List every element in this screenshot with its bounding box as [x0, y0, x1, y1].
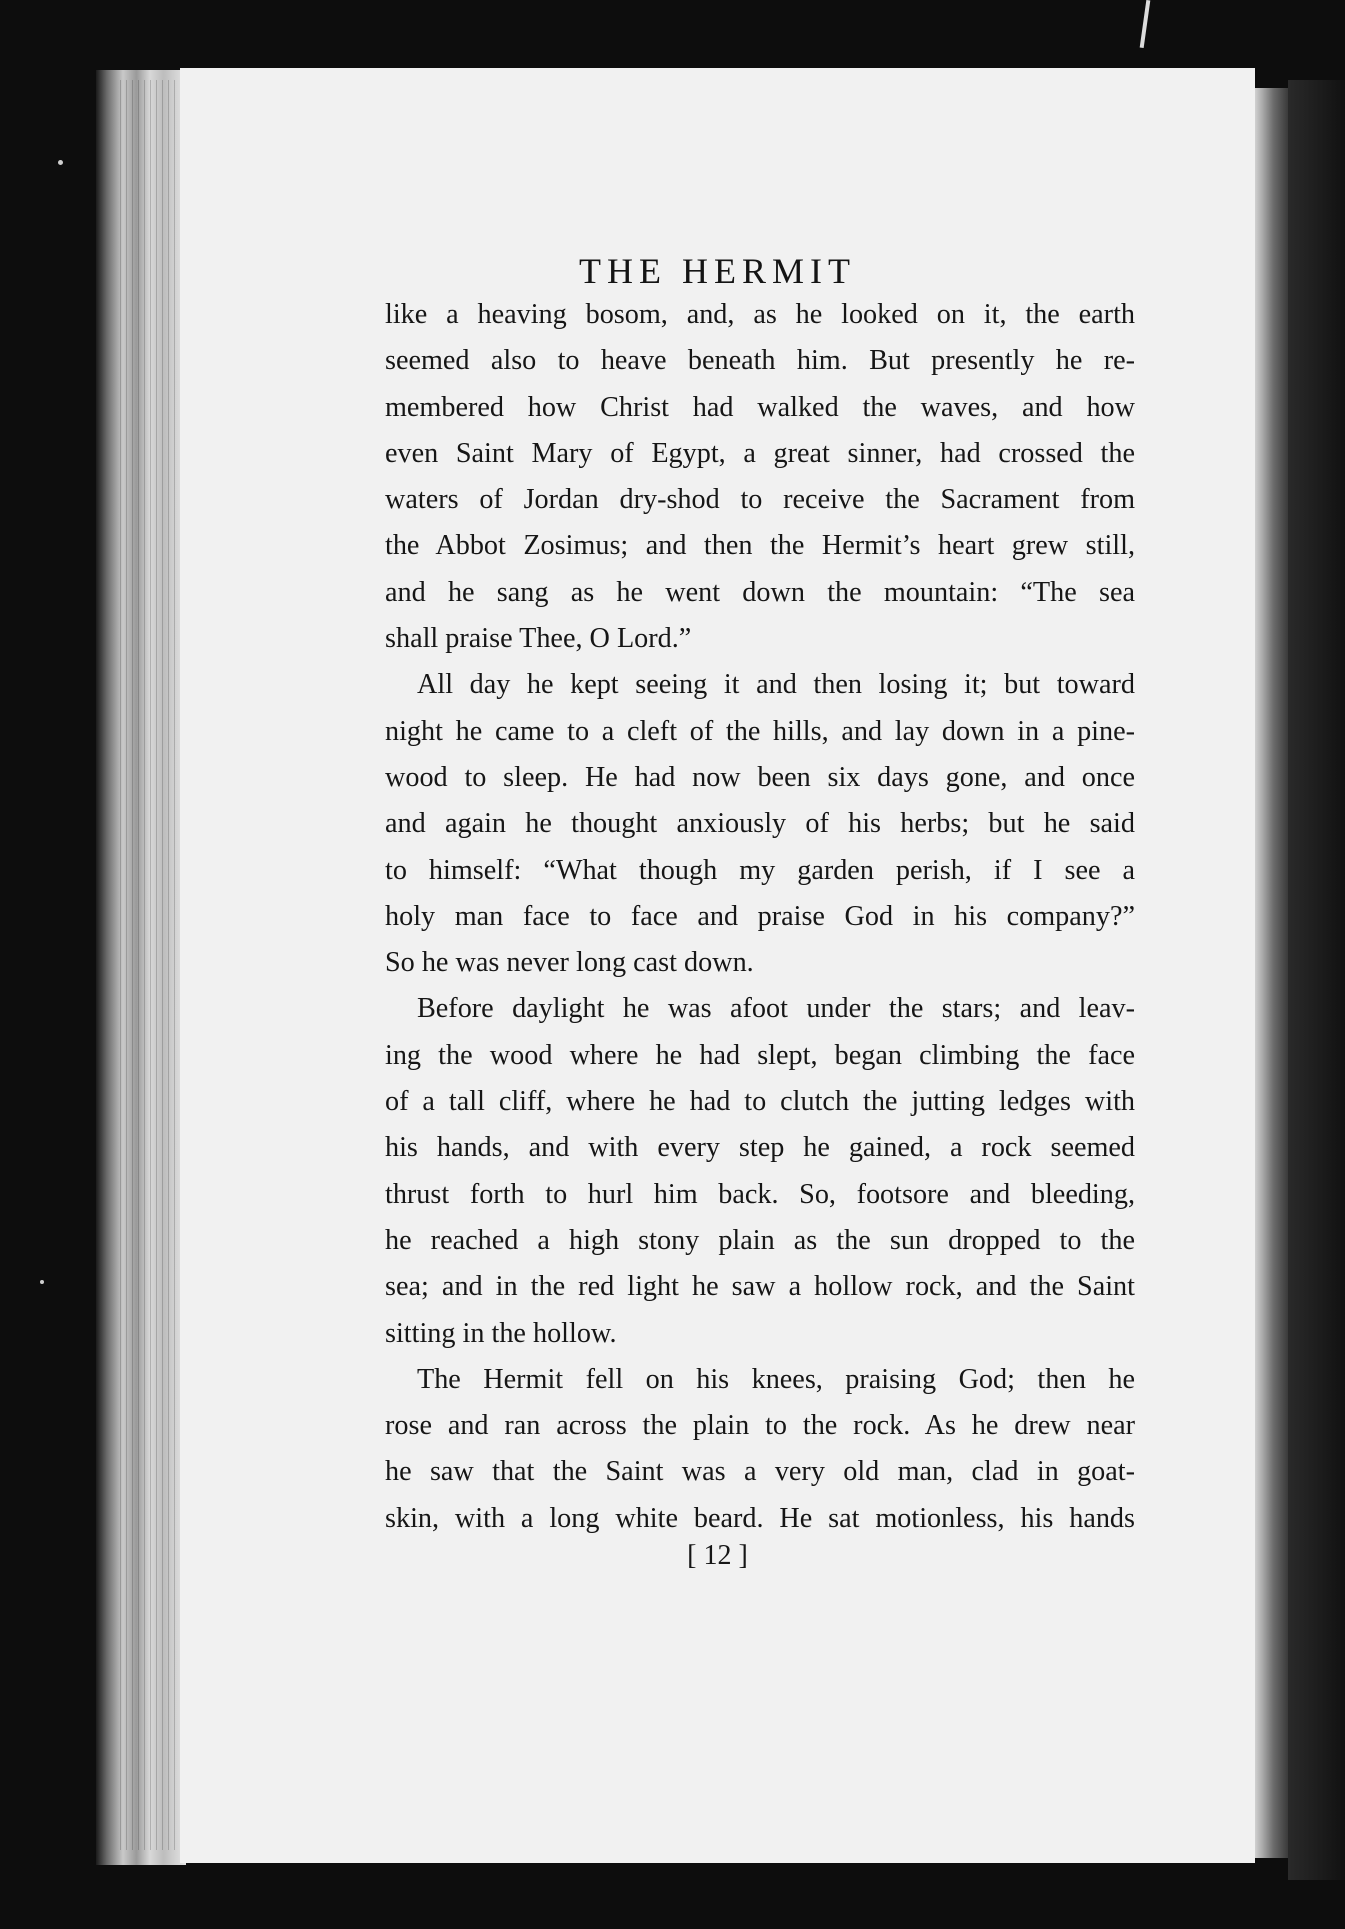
text-line: Before daylight he was afoot under the stars; and leav- — [417, 993, 1135, 1025]
text-line: So he was never long cast down. — [385, 947, 754, 979]
text-line: membered how Christ had walked the waves, and how — [385, 391, 1135, 423]
text-line: sitting in the hollow. — [385, 1317, 617, 1349]
scan-artifact — [1140, 0, 1151, 48]
text-line: and he sang as he went down the mountain: “The sea — [385, 576, 1135, 608]
page-number: [ 12 ] — [687, 1540, 748, 1571]
text-line: he saw that the Saint was a very old man, clad in goat- — [385, 1456, 1135, 1488]
text-line: All day he kept seeing it and then losing it; but toward — [417, 669, 1135, 701]
text-line: waters of Jordan dry-shod to receive the Sacrament from — [385, 484, 1135, 516]
text-line: of a tall cliff, where he had to clutch the jutting ledges with — [385, 1086, 1135, 1118]
text-line: shall praise Thee, O Lord.” — [385, 623, 692, 655]
text-line: The Hermit fell on his knees, praising God; then he — [417, 1363, 1135, 1395]
text-line: his hands, and with every step he gained, a rock seemed — [385, 1132, 1135, 1164]
text-line: even Saint Mary of Egypt, a great sinner, had crossed the — [385, 437, 1135, 469]
dust-speck — [58, 160, 63, 165]
running-head: THE HERMIT — [579, 251, 856, 291]
book-page — [180, 68, 1255, 1863]
text-line: seemed also to heave beneath him. But presently he re- — [385, 345, 1135, 377]
text-line: wood to sleep. He had now been six days gone, and once — [385, 761, 1135, 793]
text-line: like a heaving bosom, and, as he looked on it, the earth — [385, 299, 1135, 330]
text-line: holy man face to face and praise God in his company?” — [385, 900, 1135, 932]
dust-speck — [40, 1280, 44, 1284]
text-line: the Abbot Zosimus; and then the Hermit’s heart grew still, — [385, 530, 1135, 562]
text-line: night he came to a cleft of the hills, and lay down in a pine- — [385, 715, 1135, 747]
text-line: ing the wood where he had slept, began climbing the face — [385, 1039, 1135, 1071]
text-line: rose and ran across the plain to the rock. As he drew near — [385, 1410, 1135, 1442]
page-stack-left — [120, 80, 175, 1850]
text-line: thrust forth to hurl him back. So, footsore and bleeding, — [385, 1178, 1135, 1210]
text-line: sea; and in the red light he saw a hollow rock, and the Saint — [385, 1271, 1135, 1303]
body-text — [385, 292, 1135, 1542]
text-line: skin, with a long white beard. He sat motionless, his hands — [385, 1502, 1135, 1534]
text-line: to himself: “What though my garden perish, if I see a — [385, 854, 1135, 886]
book-cover-right — [1288, 80, 1345, 1880]
text-line: he reached a high stony plain as the sun dropped to the — [385, 1224, 1135, 1256]
page-edge-right — [1252, 88, 1288, 1858]
text-line: and again he thought anxiously of his herbs; but he said — [385, 808, 1135, 840]
